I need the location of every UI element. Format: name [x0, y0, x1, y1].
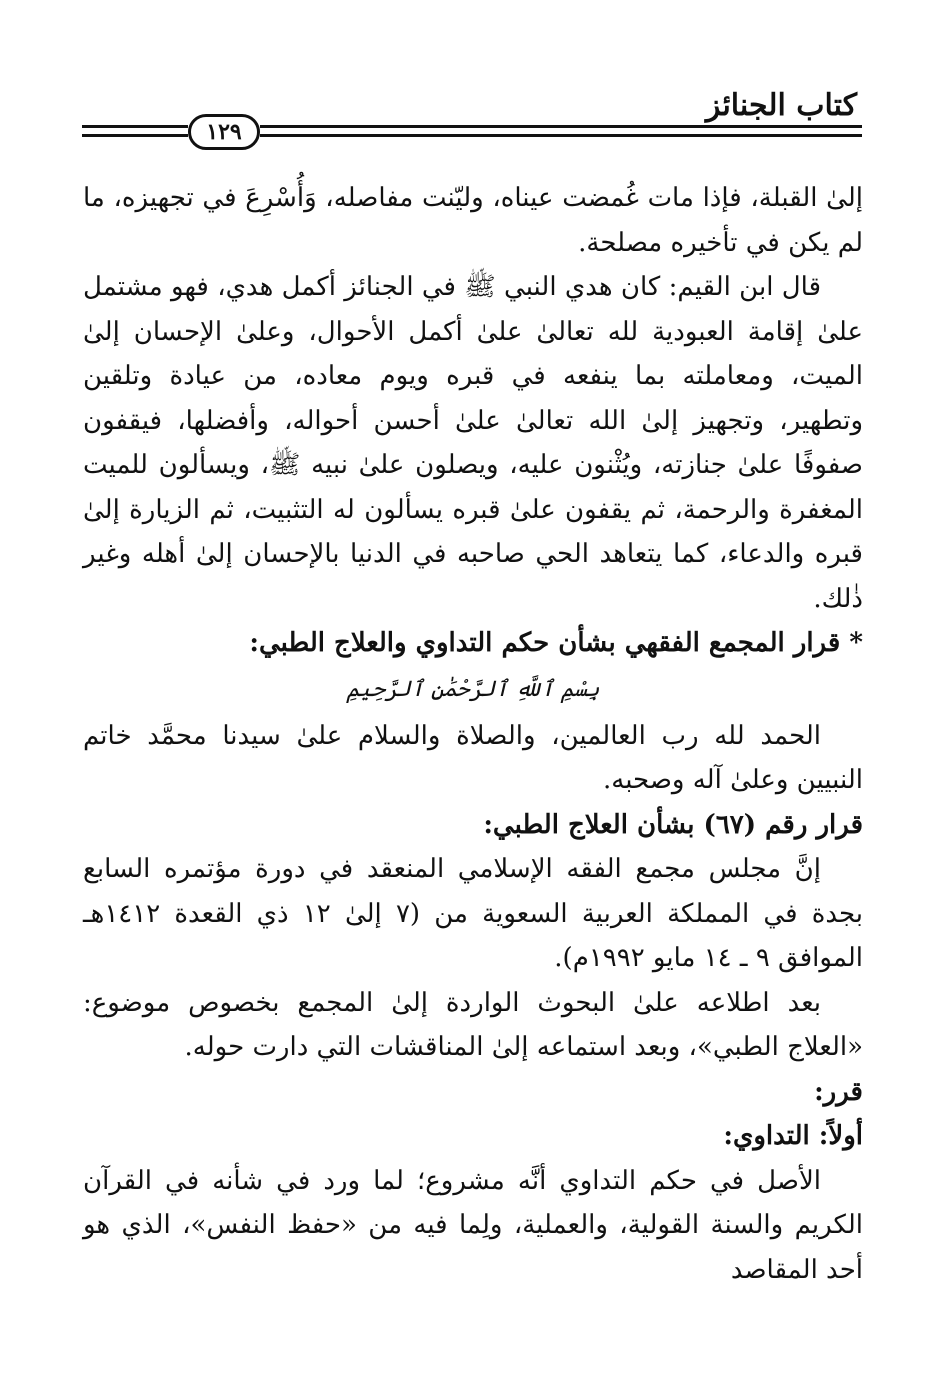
header-rule-right-upper — [260, 125, 862, 128]
header-rule-left-upper — [82, 125, 188, 128]
resolution-heading: قرار رقم (٦٧) بشأن العلاج الطبي: — [483, 809, 863, 840]
section-heading: قرار المجمع الفقهي بشأن حكم التداوي والعلاج الطبي: — [249, 628, 841, 658]
paragraph-praise: الحمد لله رب العالمين، والصلاة والسلام علىٰ سيدنا محمَّد خاتم النبيين وعلىٰ آله وصحبه. — [83, 720, 863, 795]
paragraph-continuation: إلىٰ القبلة، فإذا مات غُمضت عيناه، وليّنت مفاصله، وَأُسْرِعَ في تجهيزه، ما لم يكن في تأخيره مصلحة. — [83, 183, 863, 258]
paragraph-after-review: بعد اطلاعه علىٰ البحوث الواردة إلىٰ المجمع بخصوص موضوع: «العلاج الطبي»، وبعد استماعه إلىٰ المناقشات التي دارت حوله. — [83, 987, 863, 1062]
star-bullet: * — [849, 628, 863, 658]
page-number: ١٢٩ — [188, 114, 260, 150]
page-body — [83, 176, 863, 1292]
header-rule-right-lower — [260, 134, 862, 137]
header-rule-left-lower — [82, 134, 188, 137]
decided-heading: قرر: — [814, 1076, 863, 1107]
section-heading-line — [83, 621, 863, 666]
first-heading: أولاً: التداوي: — [723, 1121, 863, 1151]
paragraph-ibn-qayyim: قال ابن القيم: كان هدي النبي ﷺ في الجنائز أكمل هدي، فهو مشتمل علىٰ إقامة العبودية لله تعالىٰ علىٰ أكمل الأحوال، وعلىٰ الإحسان إلىٰ الميت، ومعاملته بما ينفعه في قبره ويوم معاده، من عيادة وتلقين وتطهير، وتجهيز إلىٰ الله تعالىٰ علىٰ أحسن أحواله، وأفضلها، فيقفون صفوفًا علىٰ جنازته، ويُثْنون عليه، ويصلون علىٰ نبيه ﷺ، ويسألون للميت المغفرة والرحمة، ثم يقفون علىٰ قبره يسألون له التثبيت، ثم الزيارة إلىٰ قبره والدعاء، كما يتعاهد الحي صاحبه في الدنيا بالإحسان إلىٰ أهله وغير ذٰلك. — [83, 272, 863, 614]
basmala: بِسْمِ ٱللَّهِ ٱلرَّحْمَٰنِ ٱلرَّحِيمِ — [346, 676, 600, 702]
paragraph-council: إنَّ مجلس مجمع الفقه الإسلامي المنعقد في دورة مؤتمره السابع بجدة في المملكة العربية السعوية من (٧ إلىٰ ١٢ ذي القعدة ١٤١٢هـ الموافق ٩ ـ ١٤ مايو ١٩٩٢م). — [83, 854, 863, 973]
paragraph-treatment-ruling: الأصل في حكم التداوي أنَّه مشروع؛ لما ورد في شأنه في القرآن الكريم والسنة القولية، والعملية، ولِما فيه من «حفظ النفس»، الذي هو أحد المقاصد — [83, 1165, 863, 1285]
running-title: كتاب الجنائز — [705, 88, 857, 123]
